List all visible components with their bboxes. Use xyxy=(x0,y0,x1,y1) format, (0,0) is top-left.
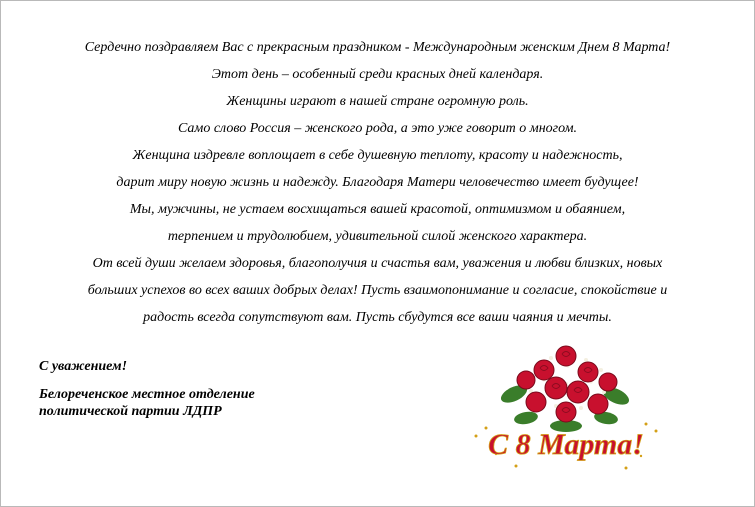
greeting-line: Женщина издревле воплощает в себе душевную теплоту, красоту и надежность, xyxy=(132,148,623,163)
greeting-line: Этот день – особенный среди красных дней календаря. xyxy=(211,67,544,82)
signature-org-line: Белореченское местное отделение xyxy=(39,387,255,402)
signature-org-line: политической партии ЛДПР xyxy=(39,404,222,419)
signature-block xyxy=(39,358,255,420)
greeting-line: радость всегда сопутствуют вам. Пусть сбудутся все ваши чаяния и мечты. xyxy=(143,310,612,325)
greeting-line: От всей души желаем здоровья, благополучия и счастья вам, уважения и любви близких, новых xyxy=(92,256,663,271)
greeting-line: Само слово Россия – женского рода, а это уже говорит о многом. xyxy=(177,121,578,136)
greeting-line: больших успехов во всех ваших добрых делах! Пусть взаимопонимание и согласие, спокойствие и xyxy=(87,283,668,298)
greeting-line: Сердечно поздравляем Вас с прекрасным праздником - Международным женским Днем 8 Марта! xyxy=(84,40,671,55)
rose-bouquet-image xyxy=(456,336,676,481)
card-caption: С 8 Марта! xyxy=(488,428,644,461)
greeting-line: дарит миру новую жизнь и надежду. Благодаря Матери человечество имеет будущее! xyxy=(116,175,639,190)
greeting-text xyxy=(21,34,734,331)
rose-bouquet-icon xyxy=(456,336,676,481)
greeting-line: Женщины играют в нашей стране огромную роль. xyxy=(226,94,529,109)
greeting-line: Мы, мужчины, не устаем восхищаться вашей красотой, оптимизмом и обаянием, xyxy=(129,202,626,217)
greeting-line: терпением и трудолюбием, удивительной силой женского характера. xyxy=(167,229,588,244)
signature-regards: С уважением! xyxy=(39,359,128,374)
